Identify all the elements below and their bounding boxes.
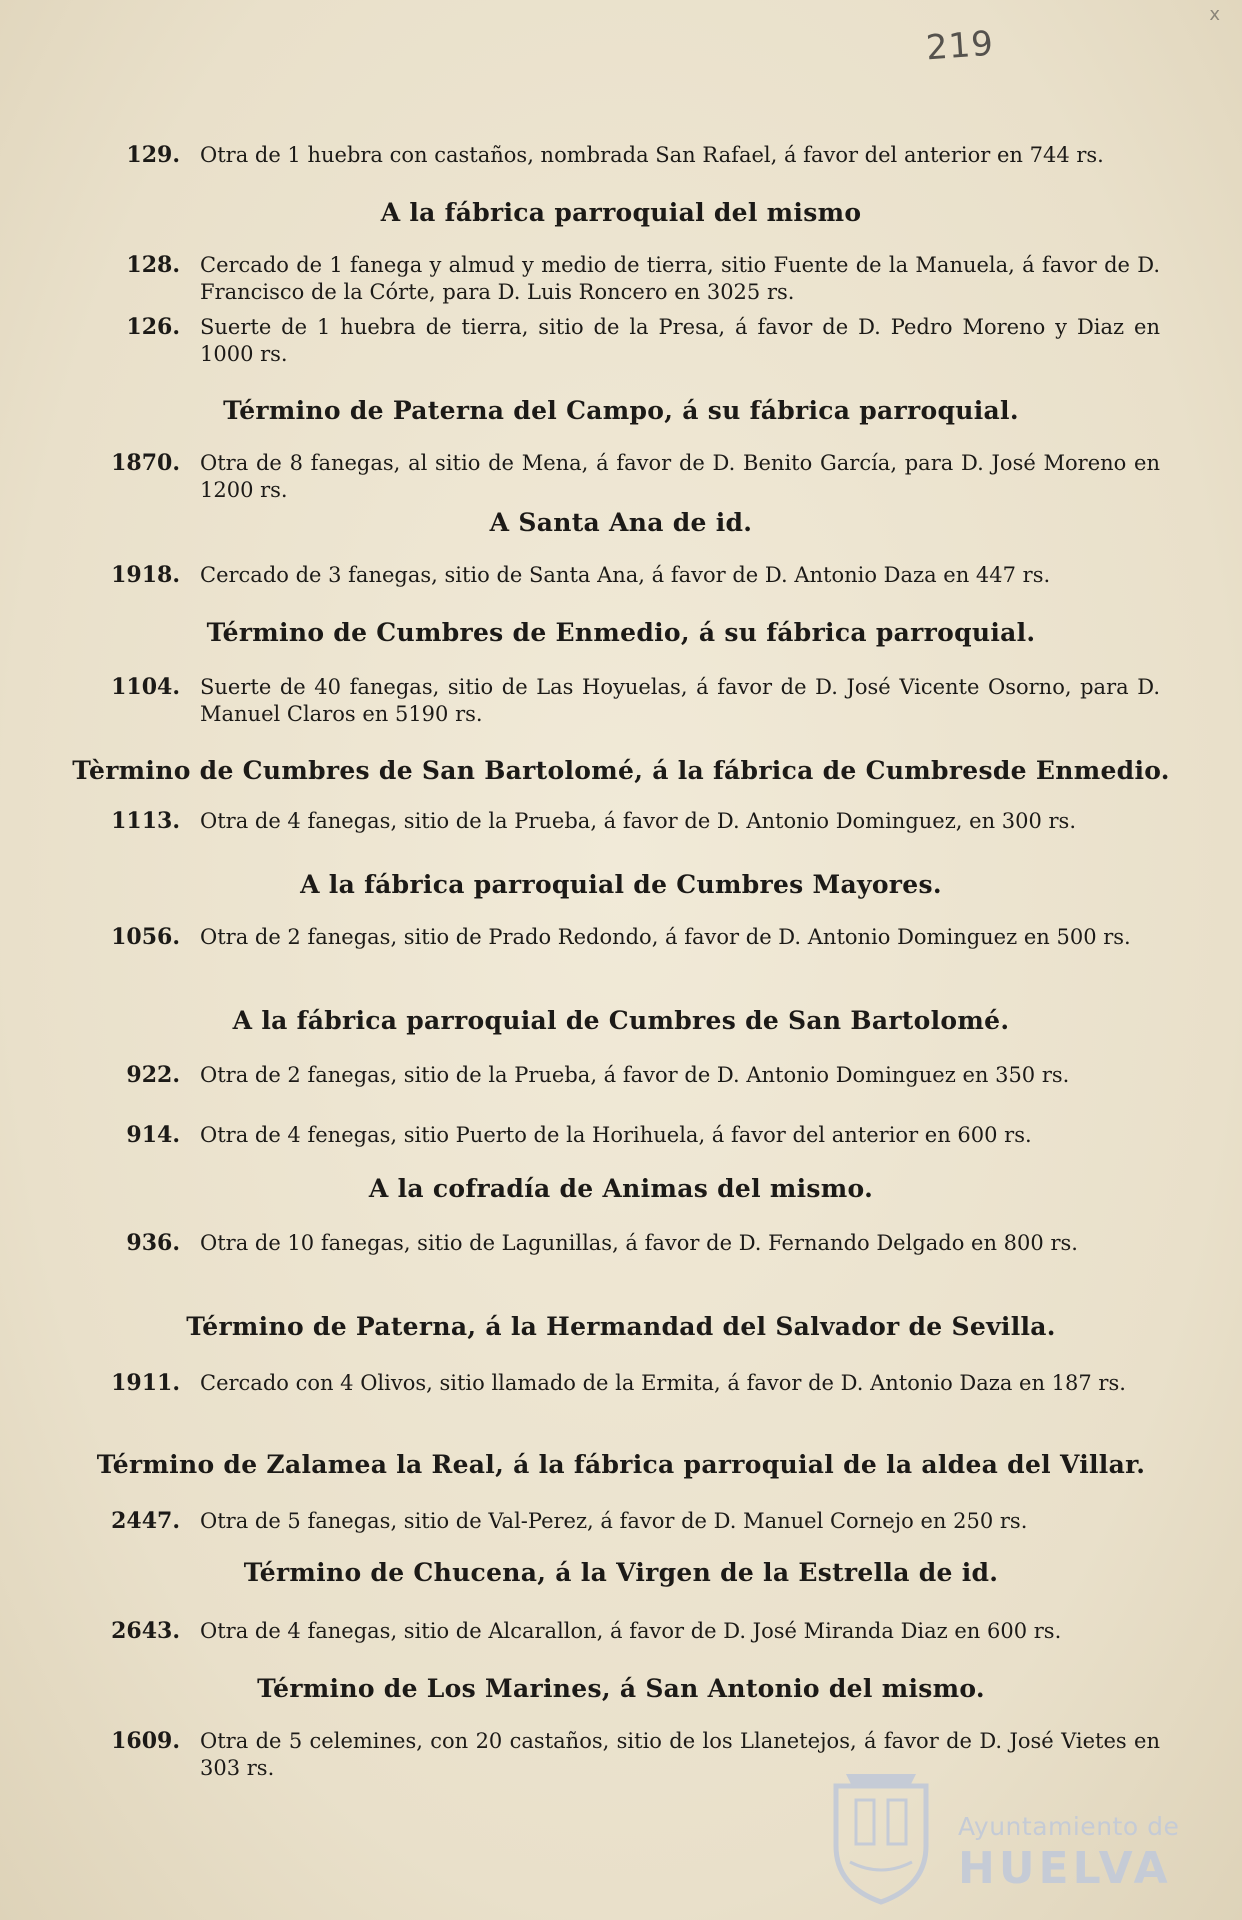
entry-2447 bbox=[80, 1508, 1160, 1535]
entry-text: Otra de 8 fanegas, al sitio de Mena, á favor de D. Benito García, para D. José Moreno en 1200 rs. bbox=[200, 451, 1160, 502]
entry-text: Suerte de 1 huebra de tierra, sitio de la Presa, á favor de D. Pedro Moreno y Diaz en 1000 rs. bbox=[200, 315, 1160, 366]
entry-129 bbox=[80, 142, 1160, 169]
entry-1918 bbox=[80, 562, 1160, 589]
section-heading: Término de Paterna, á la Hermandad del Salvador de Sevilla. bbox=[186, 1312, 1056, 1341]
entry-text: Otra de 1 huebra con castaños, nombrada San Rafael, á favor del anterior en 744 rs. bbox=[200, 143, 1104, 167]
watermark-line-2: HUELVA bbox=[958, 1843, 1172, 1894]
entry-number: 914. bbox=[126, 1122, 180, 1148]
section-heading: Término de Zalamea la Real, á la fábrica parroquial de la aldea del Villar. bbox=[96, 1450, 1146, 1479]
entry-text: Cercado con 4 Olivos, sitio llamado de la Ermita, á favor de D. Antonio Daza en 187 rs. bbox=[200, 1371, 1126, 1395]
entry-text: Otra de 2 fanegas, sitio de Prado Redondo, á favor de D. Antonio Dominguez en 500 rs. bbox=[200, 925, 1131, 949]
entry-1870 bbox=[80, 450, 1160, 504]
entry-1911 bbox=[80, 1370, 1160, 1397]
entry-number: 128. bbox=[126, 252, 180, 278]
section-heading: A la fábrica parroquial de Cumbres Mayores. bbox=[300, 870, 942, 899]
entry-number: 922. bbox=[126, 1062, 180, 1088]
entry-922 bbox=[80, 1062, 1160, 1089]
entry-126 bbox=[80, 314, 1160, 368]
entry-text: Otra de 4 fanegas, sitio de Alcarallon, á favor de D. José Miranda Diaz en 600 rs. bbox=[200, 1619, 1062, 1643]
entry-text: Otra de 2 fanegas, sitio de la Prueba, á favor de D. Antonio Dominguez en 350 rs. bbox=[200, 1063, 1070, 1087]
handwritten-folio-number: 219 bbox=[924, 23, 996, 69]
entry-text: Cercado de 1 fanega y almud y medio de tierra, sitio Fuente de la Manuela, á favor de D. Francisco de la Córte, para D. Luis Roncero en 3025 rs. bbox=[200, 253, 1160, 304]
entry-text: Otra de 5 celemines, con 20 castaños, sitio de los Llanetejos, á favor de D. José Vietes en 303 rs. bbox=[200, 1729, 1160, 1780]
entry-1113 bbox=[80, 808, 1160, 835]
entry-text: Otra de 5 fanegas, sitio de Val-Perez, á favor de D. Manuel Cornejo en 250 rs. bbox=[200, 1509, 1028, 1533]
section-heading: Término de Paterna del Campo, á su fábrica parroquial. bbox=[223, 396, 1019, 425]
entry-number: 1870. bbox=[111, 450, 180, 476]
watermark-line-1: Ayuntamiento de bbox=[958, 1812, 1180, 1841]
entry-number: 129. bbox=[126, 142, 180, 168]
entry-2643 bbox=[80, 1618, 1160, 1645]
section-heading: Término de Chucena, á la Virgen de la Estrella de id. bbox=[243, 1558, 999, 1587]
ayuntamiento-shield-icon bbox=[826, 1766, 936, 1906]
entry-text: Cercado de 3 fanegas, sitio de Santa Ana, á favor de D. Antonio Daza en 447 rs. bbox=[200, 563, 1051, 587]
entry-text: Otra de 4 fenegas, sitio Puerto de la Horihuela, á favor del anterior en 600 rs. bbox=[200, 1123, 1032, 1147]
entry-number: 2447. bbox=[111, 1508, 180, 1534]
entry-text: Otra de 4 fanegas, sitio de la Prueba, á favor de D. Antonio Dominguez, en 300 rs. bbox=[200, 809, 1077, 833]
section-heading: Término de Cumbres de Enmedio, á su fábrica parroquial. bbox=[206, 618, 1036, 647]
entry-number: 1113. bbox=[111, 808, 180, 834]
entry-914 bbox=[80, 1122, 1160, 1149]
corner-mark: x bbox=[1209, 4, 1220, 25]
entry-number: 1609. bbox=[111, 1728, 180, 1754]
section-heading: Término de Los Marines, á San Antonio del mismo. bbox=[257, 1674, 985, 1703]
entry-number: 936. bbox=[126, 1230, 180, 1256]
ayuntamiento-watermark bbox=[958, 1812, 1179, 1894]
entry-number: 1056. bbox=[111, 924, 180, 950]
entry-number: 1104. bbox=[111, 674, 180, 700]
entry-number: 1911. bbox=[111, 1370, 180, 1396]
entry-text: Suerte de 40 fanegas, sitio de Las Hoyuelas, á favor de D. José Vicente Osorno, para D. Manuel Claros en 5190 rs. bbox=[200, 675, 1160, 726]
entry-number: 2643. bbox=[111, 1618, 180, 1644]
section-heading: A Santa Ana de id. bbox=[489, 508, 753, 537]
section-heading: A la fábrica parroquial del mismo bbox=[380, 198, 862, 227]
entry-1104 bbox=[80, 674, 1160, 728]
entry-128 bbox=[80, 252, 1160, 306]
entry-number: 126. bbox=[126, 314, 180, 340]
entry-text: Otra de 10 fanegas, sitio de Lagunillas, á favor de D. Fernando Delgado en 800 rs. bbox=[200, 1231, 1078, 1255]
entry-936 bbox=[80, 1230, 1160, 1257]
section-heading: A la fábrica parroquial de Cumbres de San Bartolomé. bbox=[232, 1006, 1010, 1035]
entry-1609 bbox=[80, 1728, 1160, 1782]
section-heading: Tèrmino de Cumbres de San Bartolomé, á la fábrica de Cumbresde Enmedio. bbox=[72, 756, 1170, 785]
section-heading: A la cofradía de Animas del mismo. bbox=[368, 1174, 874, 1203]
entry-1056 bbox=[80, 924, 1160, 951]
entry-number: 1918. bbox=[111, 562, 180, 588]
